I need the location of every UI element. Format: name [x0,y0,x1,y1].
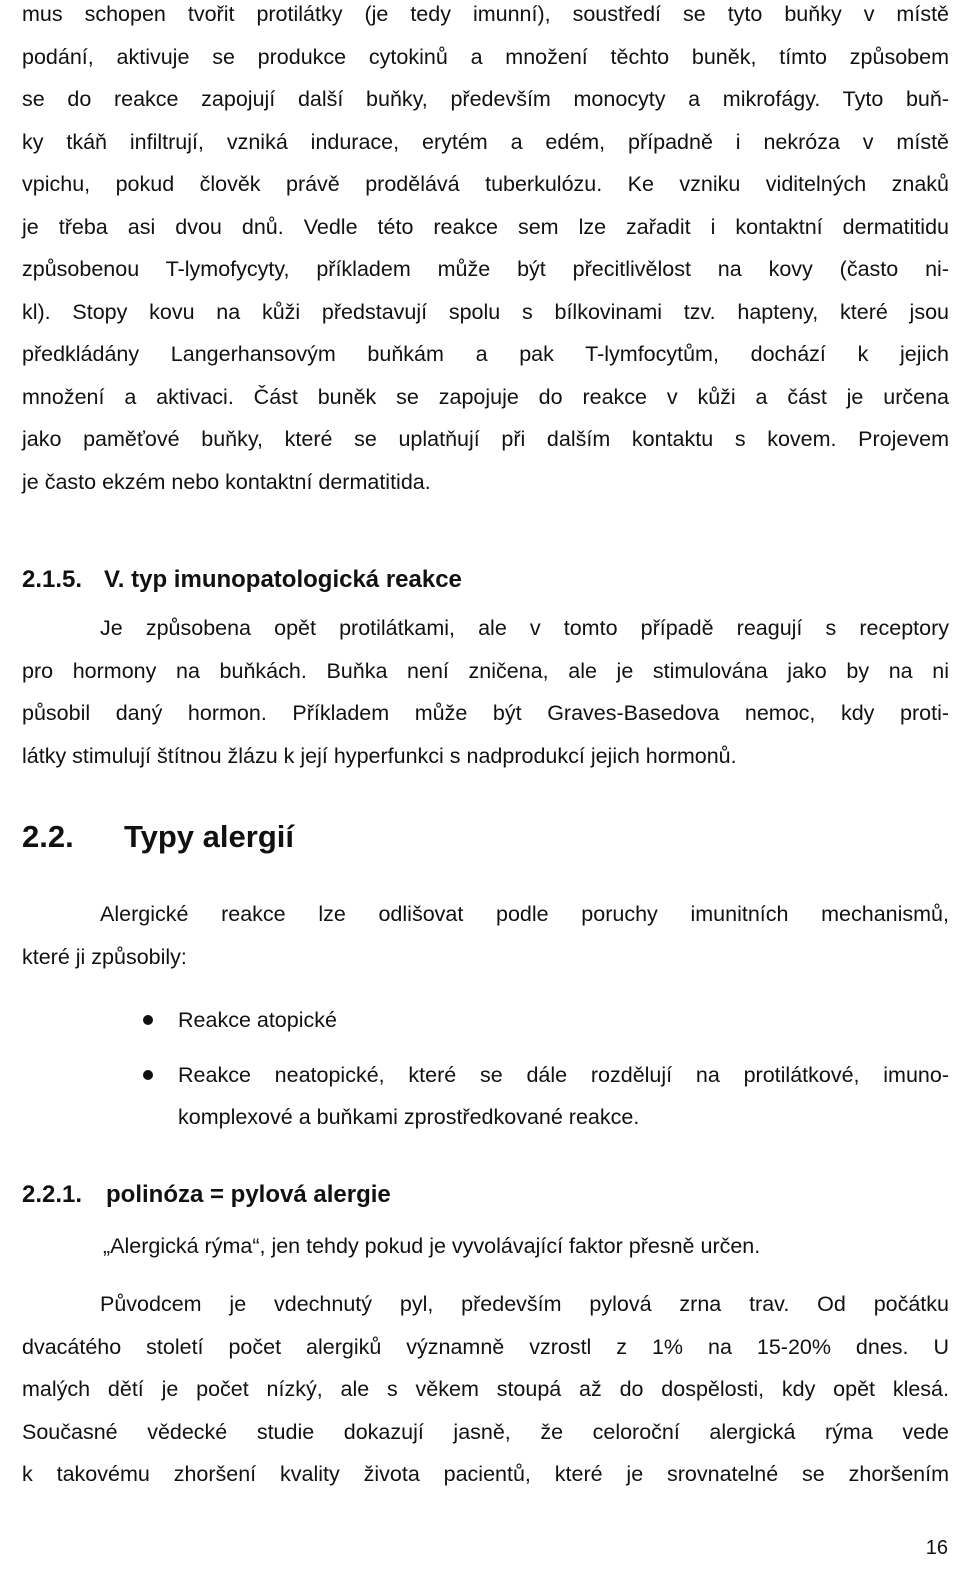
text-line: vpichu, pokud člověk právě prodělává tuberkulózu. Ke vzniku viditelných znaků [22,172,949,196]
list-item [22,999,949,1042]
text-line: je často ekzém nebo kontaktní dermatitida. [22,469,431,494]
text-line: jako paměťové buňky, které se uplatňují při dalším kontaktu s kovem. Projevem [22,427,949,451]
paragraph-pollinosis [22,1283,949,1496]
text-line: Současné vědecké studie dokazují jasně, že celoroční alergická rýma vede [22,1419,949,1444]
section-heading-2-2-1 [22,1181,391,1209]
section-number: 2.2.1. [22,1181,83,1208]
page-number: 16 [925,1537,948,1559]
section-title: Typy alergií [124,819,294,854]
text-line: látky stimulují štítnou žlázu k její hyperfunkci s nadprodukcí jejich hormonů. [22,743,737,768]
text-line: předkládány Langerhansovým buňkám a pak T-lymfocytům, dochází k jejich [22,342,949,366]
text-line: se do reakce zapojují další buňky, především monocyty a mikrofágy. Tyto buň- [22,87,949,111]
paragraph-allergy-types-intro [22,893,949,978]
text-line: komplexové a buňkami zprostředkované reakce. [178,1105,640,1129]
list-item [22,1054,949,1139]
text-line: ky tkáň infiltrují, vzniká indurace, erytém a edém, případně i nekróza v místě [22,129,949,154]
text-line: Alergické reakce lze odlišovat podle poruchy imunitních mechanismů, [100,902,949,926]
section-number: 2.1.5. [22,566,83,593]
text-line: k takovému zhoršení kvality života pacientů, které je srovnatelné se zhoršením [22,1462,949,1486]
paragraph-contact-dermatitis [22,0,949,503]
text-line: působil daný hormon. Příkladem může být Graves-Basedova nemoc, kdy proti- [22,701,949,725]
section-heading-2-2 [22,819,294,855]
paragraph-type-v-reaction [22,607,949,777]
text-line: kl). Stopy kovu na kůži představují spolu s bílkovinami tzv. hapteny, které jsou [22,299,949,324]
text-line: „Alergická rýma“, jen tehdy pokud je vyvolávající faktor přesně určen. [103,1234,761,1258]
allergy-types-list [22,999,949,1139]
section-subtitle [103,1225,949,1268]
list-item-text [178,999,949,1042]
text-line: malých dětí je počet nízký, ale s věkem stoupá až do dospělosti, kdy opět klesá. [22,1377,949,1401]
text-line: dvacátého století počet alergiků významně vzrostl z 1% na 15-20% dnes. U [22,1334,949,1359]
section-number: 2.2. [22,819,74,854]
text-line: Původcem je vdechnutý pyl, především pylová zrna trav. Od počátku [100,1292,949,1316]
text-line: Reakce neatopické, které se dále rozdělují na protilátkové, imuno- [178,1062,949,1087]
list-item-text [178,1054,949,1139]
text-line: Reakce atopické [178,1008,337,1032]
bullet-icon [143,1015,153,1025]
text-line: podání, aktivuje se produkce cytokinů a množení těchto buněk, tímto způsobem [22,44,949,69]
text-line: Je způsobena opět protilátkami, ale v tomto případě reagují s receptory [100,616,949,640]
section-title: V. typ imunopatologická reakce [104,566,462,593]
text-line: mus schopen tvořit protilátky (je tedy imunní), soustředí se tyto buňky v místě [22,2,949,26]
text-line: je třeba asi dvou dnů. Vedle této reakce sem lze zařadit i kontaktní dermatitidu [22,214,949,239]
text-line: pro hormony na buňkách. Buňka není zničena, ale je stimulována jako by na ni [22,658,949,683]
bullet-icon [143,1070,153,1080]
section-title: polinóza = pylová alergie [106,1181,391,1208]
section-heading-2-1-5 [22,566,462,594]
text-line: způsobenou T-lymofycyty, příkladem může být přecitlivělost na kovy (často ni- [22,257,949,281]
text-line: množení a aktivaci. Část buněk se zapojuje do reakce v kůži a část je určena [22,384,949,409]
text-line: které ji způsobily: [22,944,187,969]
